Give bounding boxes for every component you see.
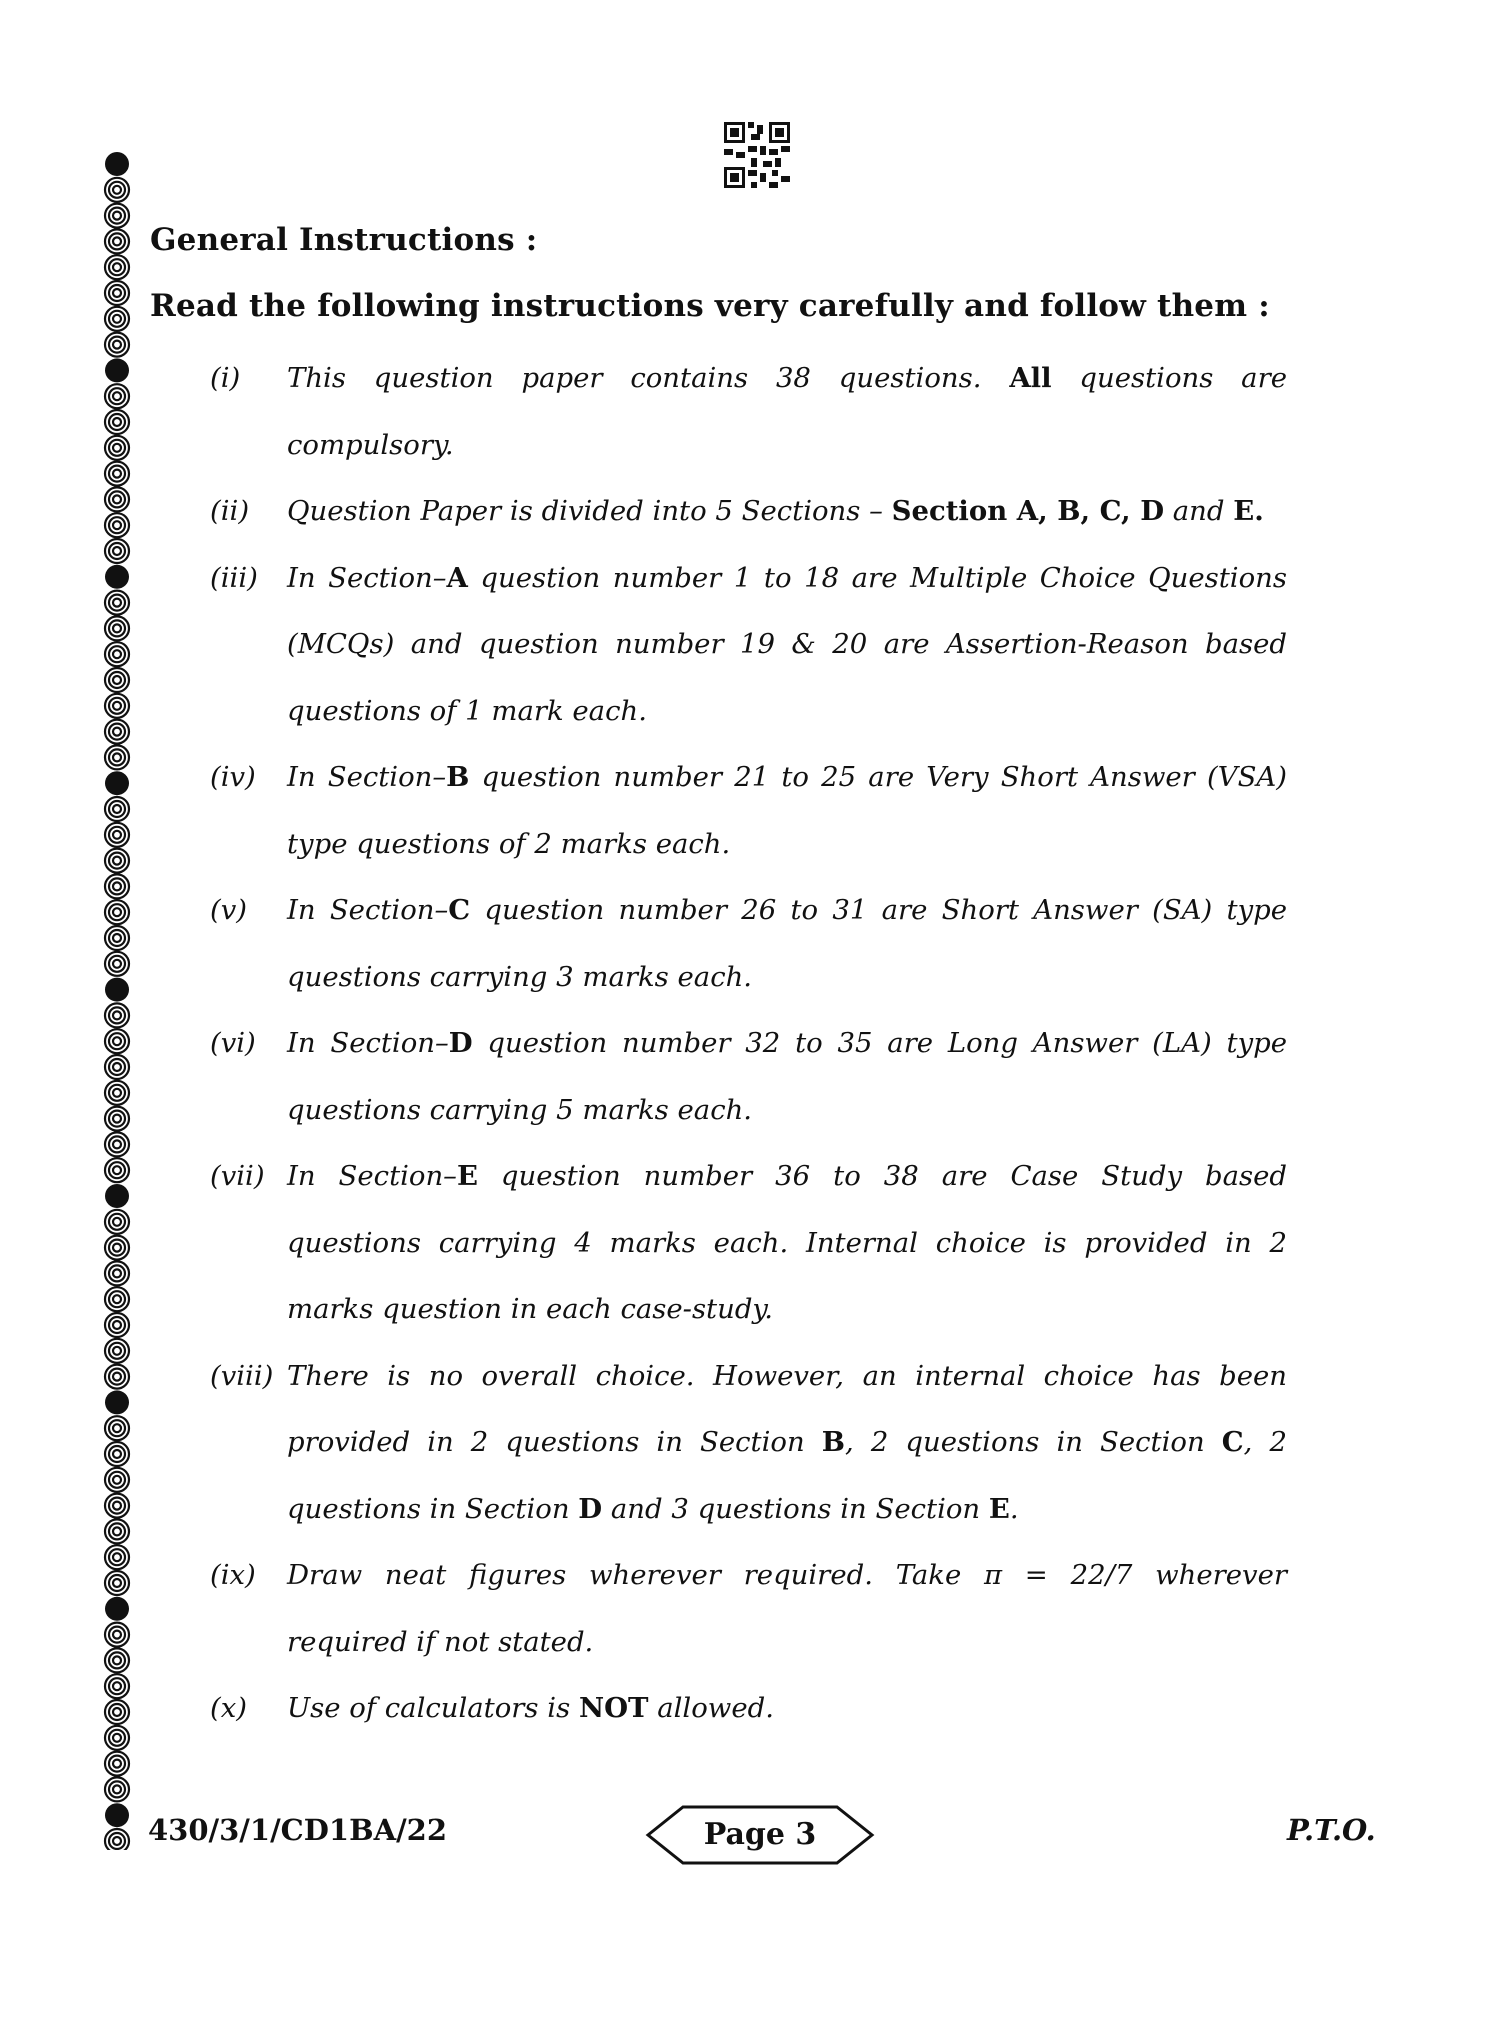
border-ring [105, 668, 129, 692]
page-footer [0, 1805, 1505, 1865]
instruction-number: (ix) [210, 1559, 256, 1591]
instruction-number: (ii) [210, 495, 250, 527]
border-ring [105, 436, 129, 460]
instruction-text: This question paper contains 38 questions. All questions are compulsory. [287, 362, 1287, 461]
border-ring [105, 1055, 129, 1079]
border-ring [105, 384, 129, 408]
instruction-number: (iv) [210, 761, 256, 793]
border-ring [105, 333, 129, 357]
border-ring [105, 1184, 129, 1208]
border-ring [105, 874, 129, 898]
instruction-number: (v) [210, 894, 247, 926]
page-number: Page 3 [703, 1817, 817, 1852]
border-ring [105, 694, 129, 718]
instruction-text: In Section–E question number 36 to 38 are Case Study based questions carrying 4 marks each. Internal choice is provided in 2 marks question in each case-study. [287, 1160, 1287, 1325]
border-ring [105, 978, 129, 1002]
instruction-text: In Section–C question number 26 to 31 are Short Answer (SA) type questions carrying 3 marks each. [287, 894, 1287, 993]
border-ring [105, 849, 129, 873]
border-ring [105, 1777, 129, 1801]
section-heading: General Instructions : [150, 222, 538, 258]
instruction-item [210, 1675, 1350, 1742]
border-ring [105, 720, 129, 744]
border-ring [105, 1571, 129, 1595]
border-ring [105, 1132, 129, 1156]
border-ring [105, 1416, 129, 1440]
border-ring [105, 1519, 129, 1543]
instruction-item [210, 877, 1350, 1010]
border-ring [105, 1545, 129, 1569]
border-ring [105, 565, 129, 589]
border-ring [105, 410, 129, 434]
border-ring [105, 1107, 129, 1131]
instructions-list [210, 345, 1350, 1742]
border-ring [105, 281, 129, 305]
instruction-item [210, 545, 1350, 745]
border-ring [105, 539, 129, 563]
border-ring [105, 462, 129, 486]
border-ring [105, 307, 129, 331]
border-ring [105, 513, 129, 537]
instruction-text: Question Paper is divided into 5 Sections – Section A, B, C, D and E. [287, 495, 1264, 527]
instruction-number: (iii) [210, 561, 258, 594]
instruction-item [210, 1542, 1350, 1675]
border-ring [105, 616, 129, 640]
instruction-item [210, 744, 1350, 877]
instruction-text: In Section–D question number 32 to 35 are Long Answer (LA) type questions carrying 5 marks each. [287, 1027, 1288, 1126]
border-ring [105, 1726, 129, 1750]
border-ring [105, 771, 129, 795]
border-ring [105, 900, 129, 924]
border-ring [105, 1029, 129, 1053]
border-ring [105, 1158, 129, 1182]
instruction-number: (vii) [210, 1160, 265, 1192]
instruction-item [210, 478, 1350, 545]
instruction-text: In Section–A question number 1 to 18 are Multiple Choice Questions (MCQs) and question number 19 & 20 are Assertion-Reason based questions of 1 mark each. [287, 561, 1287, 727]
border-ring [105, 1365, 129, 1389]
border-ring [105, 1339, 129, 1363]
border-ring [105, 1081, 129, 1105]
border-ring [105, 952, 129, 976]
instructions-intro: Read the following instructions very carefully and follow them : [150, 288, 1270, 324]
border-ring [105, 591, 129, 615]
border-ring [105, 1674, 129, 1698]
border-ring [105, 823, 129, 847]
border-ring [105, 1752, 129, 1776]
instruction-item [210, 1343, 1350, 1543]
border-ring [105, 1210, 129, 1234]
instruction-text: Use of calculators is NOT allowed. [287, 1692, 774, 1724]
border-ring [105, 1287, 129, 1311]
border-ring [105, 255, 129, 279]
border-ring [105, 229, 129, 253]
instruction-text: In Section–B question number 21 to 25 are Very Short Answer (VSA) type questions of 2 marks each. [287, 761, 1287, 860]
border-ring [105, 1468, 129, 1492]
page-number-badge [645, 1805, 875, 1865]
border-ring [105, 487, 129, 511]
border-ring [105, 358, 129, 382]
border-ring [105, 797, 129, 821]
border-ring [105, 152, 129, 176]
border-ring [105, 1390, 129, 1414]
border-ring [105, 1494, 129, 1518]
qr-code [724, 122, 790, 188]
border-ring [105, 1700, 129, 1724]
border-ring [105, 1003, 129, 1027]
border-ring [105, 642, 129, 666]
border-ring [105, 745, 129, 769]
instruction-number: (vi) [210, 1027, 256, 1059]
border-ring [105, 1442, 129, 1466]
border-ring [105, 1648, 129, 1672]
border-ring [105, 926, 129, 950]
pto-label: P.T.O. [1287, 1813, 1376, 1847]
border-ring [105, 1261, 129, 1285]
border-ring [105, 204, 129, 228]
instruction-text: There is no overall choice. However, an internal choice has been provided in 2 questions in Section B, 2 questions in Section C, 2 questions in Section D and 3 questions in Section E. [287, 1359, 1288, 1525]
border-ring [105, 1313, 129, 1337]
instruction-number: (viii) [210, 1359, 274, 1392]
instruction-item [210, 1010, 1350, 1143]
border-ring [105, 178, 129, 202]
instruction-text: Draw neat figures wherever required. Take π = 22/7 wherever required if not stated. [287, 1559, 1287, 1658]
paper-code: 430/3/1/CD1BA/22 [148, 1813, 448, 1847]
border-ring [105, 1597, 129, 1621]
decorative-border-rings [92, 150, 142, 1850]
border-ring [105, 1623, 129, 1647]
instruction-number: (i) [210, 362, 241, 394]
border-ring [105, 1236, 129, 1260]
instruction-item [210, 345, 1350, 478]
instruction-item [210, 1143, 1350, 1343]
instruction-number: (x) [210, 1692, 247, 1724]
